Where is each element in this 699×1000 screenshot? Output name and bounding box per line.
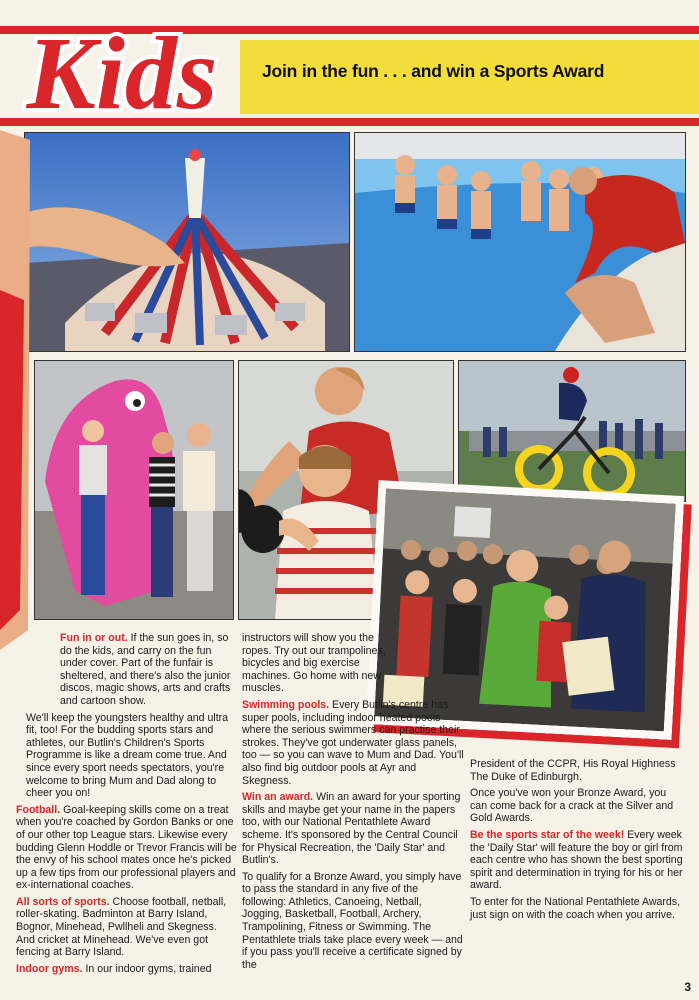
photo-funfair-ride bbox=[24, 132, 350, 352]
fun-paragraph: Fun in or out. If the sun goes in, so do the kids, and carry on the fun under cover. Part of the funfair is sheltered, and there's also the junior discos, magic shows, arts and crafts and cartoon show. bbox=[60, 632, 231, 707]
win-award-paragraph: Win an award. Win an award for your sporting skills and maybe get your name in the papers too, with our National Pentathlete Award scheme. It's sponsored by the Central Council for Physical Recreation, the 'Daily Star' and Butlin's. bbox=[242, 791, 461, 867]
text-column-3 bbox=[470, 758, 684, 925]
kids-logo bbox=[0, 0, 264, 140]
text-column-2 bbox=[242, 632, 464, 975]
sports-programme-paragraph: We'll keep the youngsters healthy and ultra fit, too! For the budding sports stars and athletes, our Butlin's Children's Sports Programme is like a dream come true. And since every sport needs spectators, you're welcome to bring Mum and Dad along to cheer you on! bbox=[26, 711, 229, 800]
swimming-pools-paragraph: Swimming pools. Every Butlin's centre has super pools, including indoor heated pools where the serious swimmers can practise their strokes. They've got underwater glass panels, too — so you can wave to Mum and Dad. You'll also find big outdoor pools at Ayr and Skegness. bbox=[242, 698, 464, 787]
football-paragraph: Football. Goal-keeping skills come on a treat when you're coached by Gordon Banks or one of our other top League stars. Likewise every budding Glenn Hoddle or Trevor Francis will be the envy of his school mates once he's picked up a few tips from our professional players and ex-international coaches. bbox=[16, 803, 237, 892]
enter-paragraph: To enter for the National Pentathlete Awards, just sign on with the coach when you arrive. bbox=[470, 895, 681, 921]
instructors-paragraph: instructors will show you the ropes. Try out our trampolines, bicycles and big exercise machines. Go home with new muscles. bbox=[242, 632, 386, 695]
sports-star-paragraph: Be the sports star of the week! Every week the 'Daily Star' will feature the boy or girl from each centre who has shown the best sporting spirit and determination in trying for his or her award. bbox=[470, 828, 683, 892]
photo-paddling-pool bbox=[354, 132, 686, 352]
logo-text: Kids bbox=[26, 16, 218, 131]
silver-gold-paragraph: Once you've won your Bronze Award, you can come back for a crack at the Silver and Gold Awards. bbox=[470, 787, 674, 825]
tagline: Join in the fun . . . and win a Sports Award bbox=[262, 61, 605, 81]
bronze-award-paragraph: To qualify for a Bronze Award, you simply have to pass the standard in any five of the following: Athletics, Canoeing, Netball, Jogging, Basketball, Football, Archery, Trampolining, Fitness or Swimming. The Pentathlete trials take place every week — and if you pass you'll receive a certificate signed by the bbox=[242, 870, 463, 971]
indoor-gyms-paragraph: Indoor gyms. In our indoor gyms, trained bbox=[16, 962, 212, 975]
all-sports-paragraph: All sorts of sports. Choose football, netball, roller-skating. Badminton at Barry Island, Bognor, Minehead, Pwllheli and Skegness. And cricket at Minehead. We've even got fencing at Barry Island. bbox=[16, 895, 227, 959]
page-number: 3 bbox=[684, 980, 691, 994]
cpr-president-paragraph: President of the CCPR, His Royal Highness The Duke of Edinburgh. bbox=[470, 758, 676, 783]
text-column-1 bbox=[16, 632, 238, 979]
photo-pink-mascot bbox=[34, 360, 234, 620]
photo-bmx-bike bbox=[458, 360, 686, 502]
left-edge-figure bbox=[0, 130, 40, 650]
